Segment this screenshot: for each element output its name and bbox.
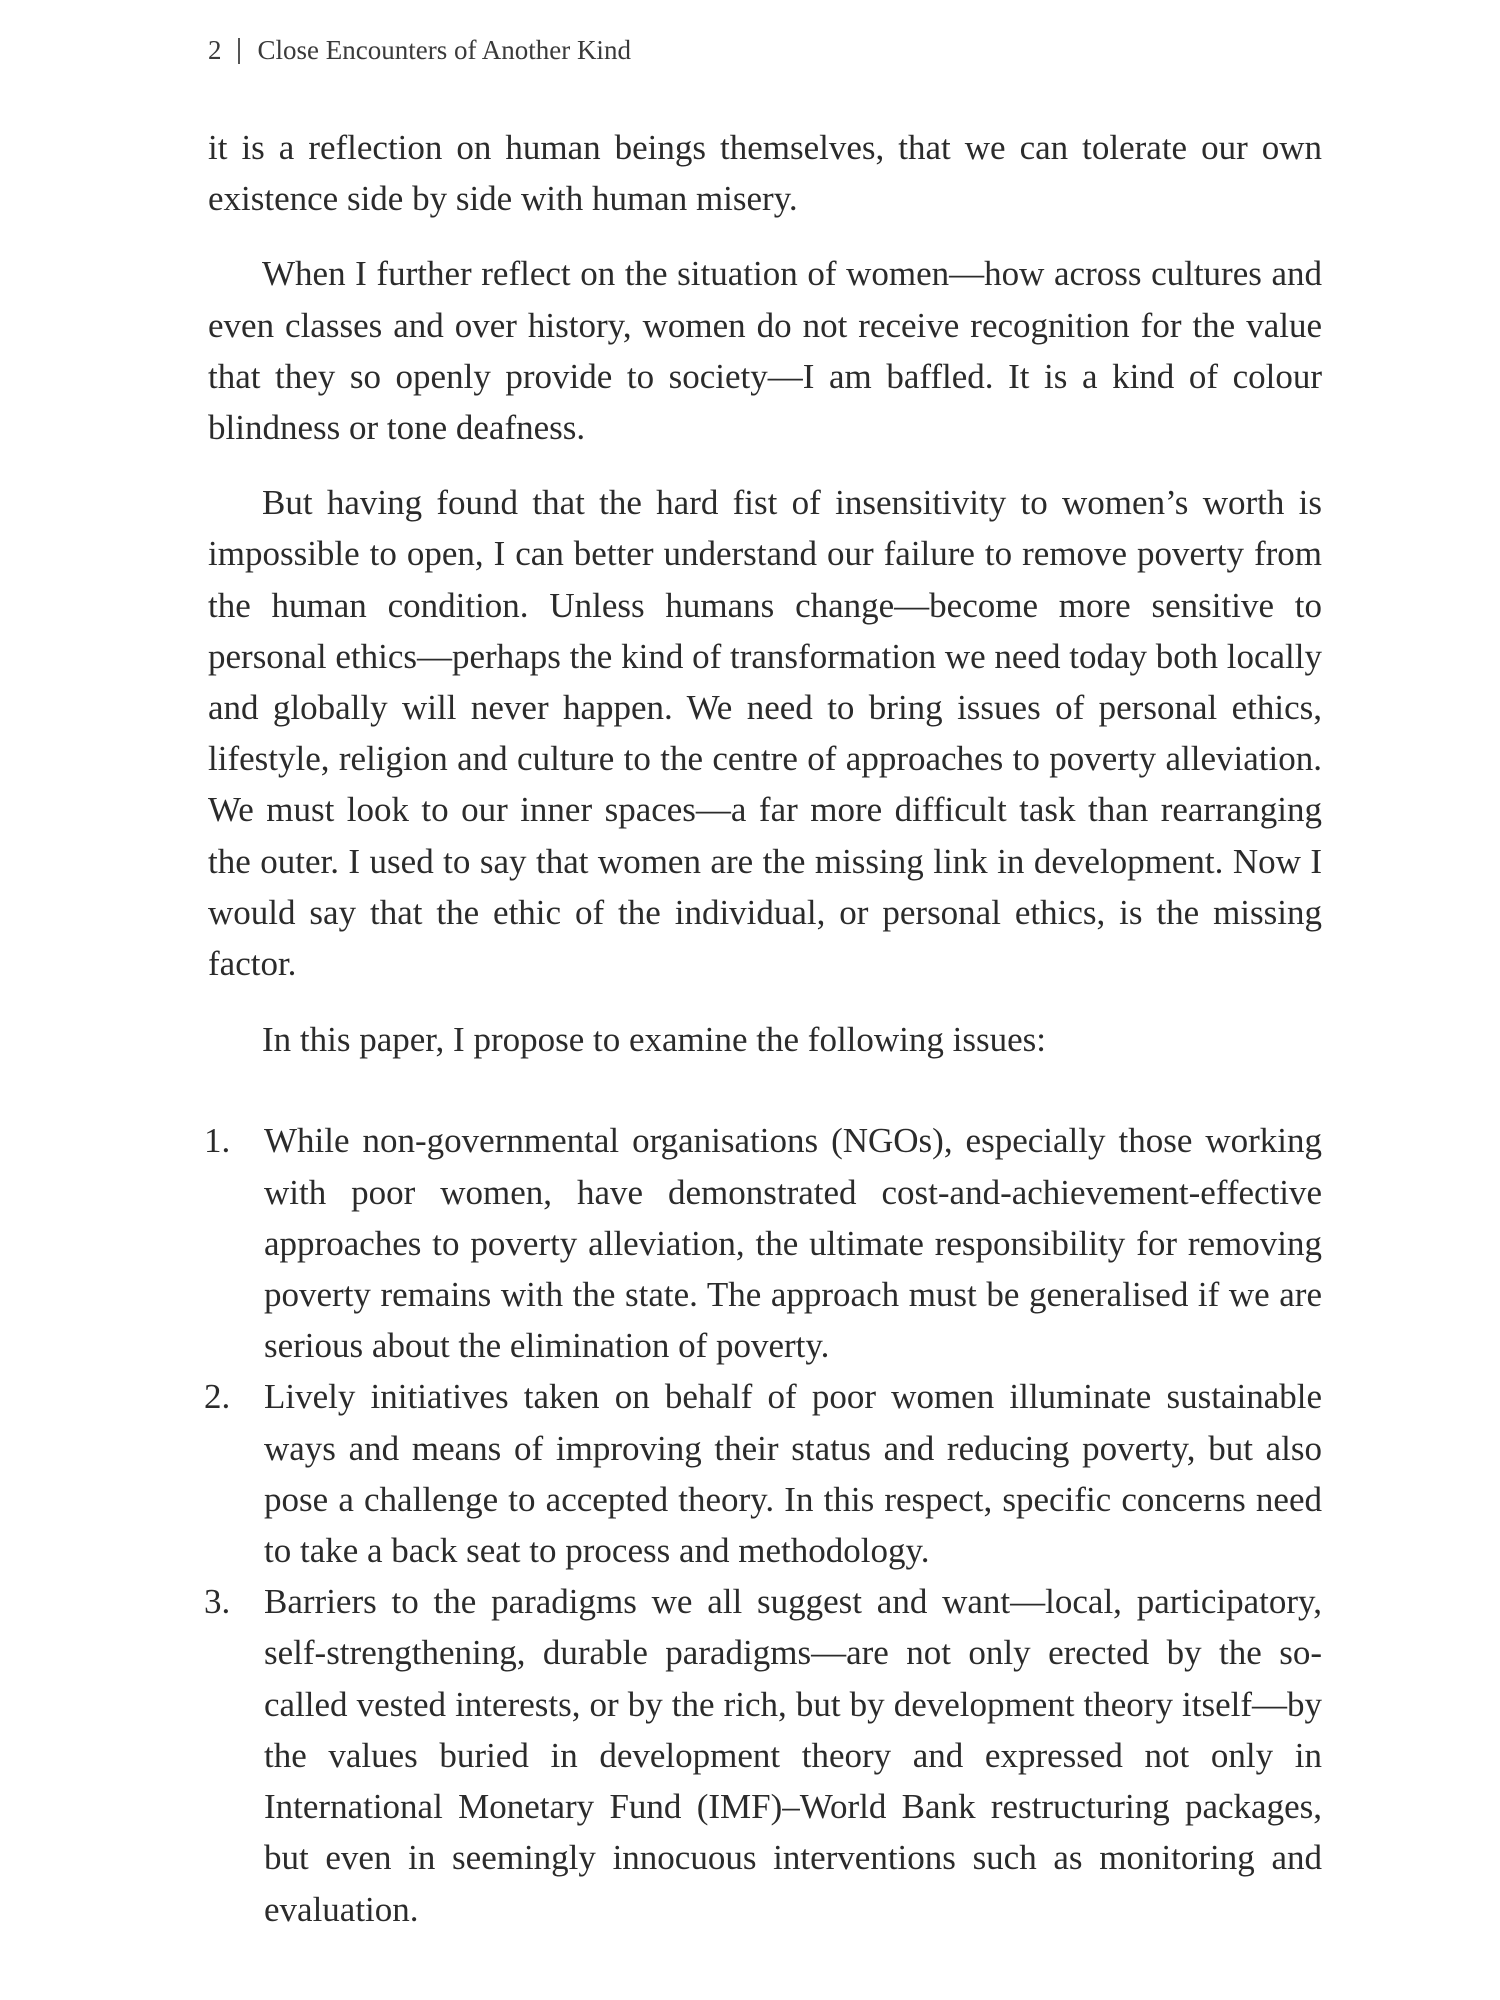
page-number: 2 xyxy=(208,35,222,65)
running-head xyxy=(208,34,631,66)
paragraph-issues-intro: In this paper, I propose to examine the following issues: xyxy=(262,1020,1046,1060)
issue-number: 2. xyxy=(204,1377,231,1417)
book-title: Close Encounters of Another Kind xyxy=(257,35,631,65)
issue-text: Lively initiatives taken on behalf of poor women illuminate sustainable ways and means of improving their status and reducing poverty, but also pose a challenge to accepted theory. In this respect, specific concerns need to take a back seat to process and methodology. xyxy=(264,1377,1322,1571)
issue-text: Barriers to the paradigms we all suggest and want—local, participatory, self-strengthening, durable paradigms—are not only erected by the so-called vested interests, or by the rich, but by development theory itself—by the values buried in development theory and expressed not only in International Monetary Fund (IMF)–World Bank restructuring packages, but even in seemingly innocuous interventions such as monitoring and evaluation. xyxy=(264,1582,1322,1929)
issue-number: 1. xyxy=(204,1121,231,1161)
issue-item xyxy=(204,1115,1322,1371)
paragraph-personal-ethics: But having found that the hard fist of insensitivity to women’s worth is impossible to open, I can better understand our failure to remove poverty from the human condition. Unless humans change—become more sensitive to personal ethics—perhaps the kind of transformation we need today both locally and globally will never happen. We need to bring issues of personal ethics, lifestyle, religion and culture to the centre of approaches to poverty alleviation. We must look to our inner spaces—a far more difficult task than rearranging the outer. I used to say that women are the missing link in development. Now I would say that the ethic of the individual, or personal ethics, is the missing factor. xyxy=(208,483,1322,984)
issue-number: 3. xyxy=(204,1582,231,1622)
issues-list xyxy=(204,1115,1322,1934)
paragraph-women-recognition: When I further reflect on the situation of women—how across cultures and even classes and over history, women do not receive recognition for the value that they so openly provide to society—I am baffled. It is a kind of colour blindness or tone deafness. xyxy=(208,254,1322,448)
running-head-separator xyxy=(238,38,240,64)
issue-text: While non-governmental organisations (NGOs), especially those working with poor women, have demonstrated cost-and-achievement-effective approaches to poverty alleviation, the ultimate responsibility for removing poverty remains with the state. The approach must be generalised if we are serious about the elimination of poverty. xyxy=(264,1121,1322,1366)
page-body xyxy=(204,122,1322,1935)
issue-item xyxy=(204,1576,1322,1934)
paragraph-continuation: it is a reflection on human beings themselves, that we can tolerate our own existence side by side with human misery. xyxy=(208,128,1322,219)
issue-item xyxy=(204,1371,1322,1576)
